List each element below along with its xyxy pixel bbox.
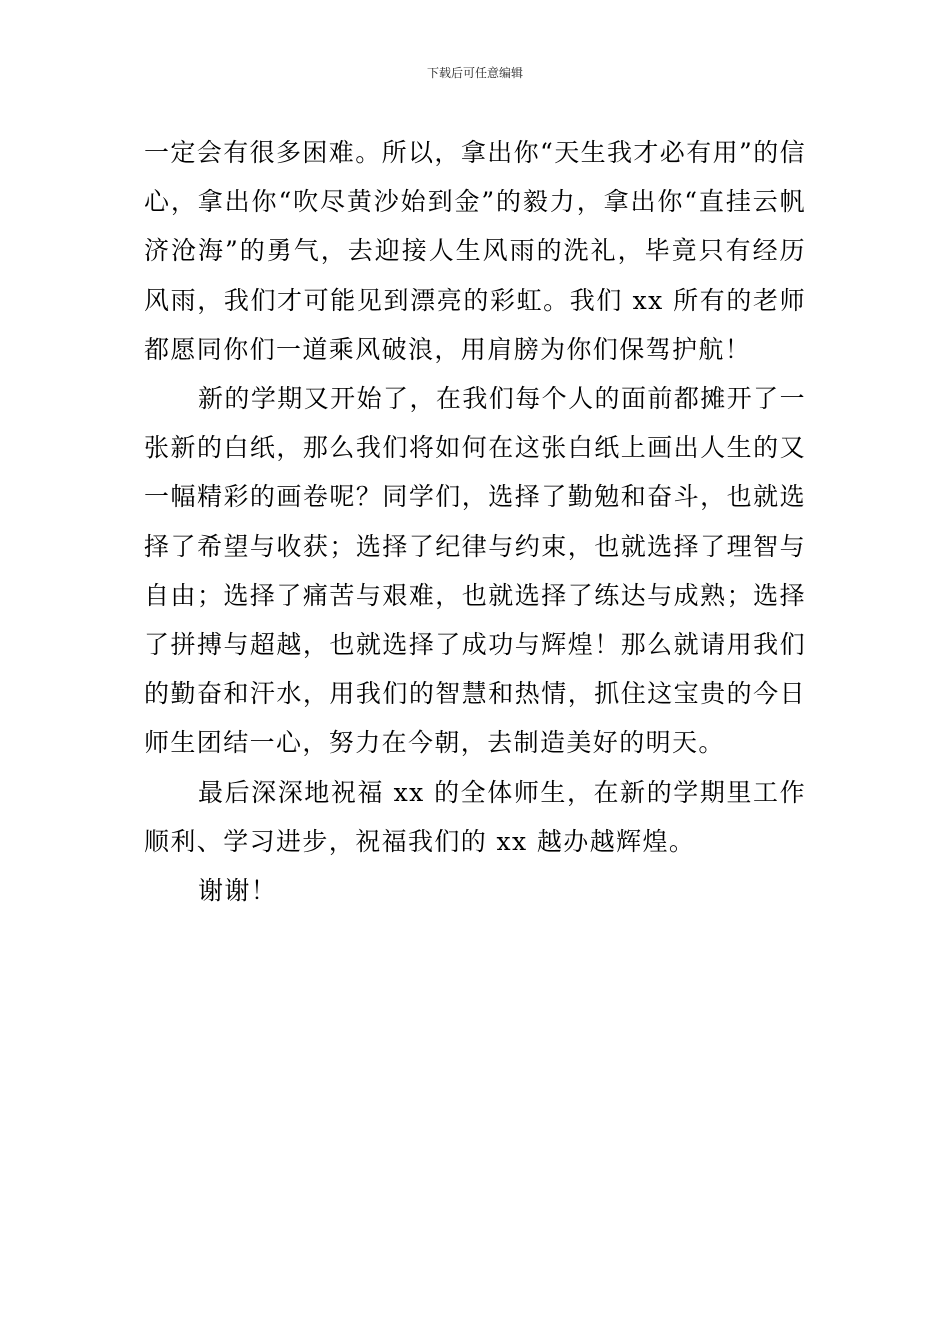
document-body	[144, 128, 806, 915]
paragraph-blessing: 最后深深地祝福 xx 的全体师生，在新的学期里工作顺利、学习进步，祝福我们的 xx 越办越辉煌。	[144, 777, 806, 856]
paragraph-new-semester: 新的学期又开始了，在我们每个人的面前都摊开了一张新的白纸，那么我们将如何在这张白纸上画出人生的又一幅精彩的画卷呢？同学们，选择了勤勉和奋斗，也就选择了希望与收获；选择了纪律与约束，也就选择了理智与自由；选择了痛苦与艰难，也就选择了练达与成熟；选择了拼搏与超越，也就选择了成功与辉煌！那么就请用我们的勤奋和汗水，用我们的智慧和热情，抓住这宝贵的今日师生团结一心，努力在今朝，去制造美好的明天。	[144, 384, 806, 758]
page-header: 下载后可任意编辑	[426, 66, 523, 80]
paragraph-continuation: 一定会有很多困难。所以，拿出你“天生我才必有用”的信心，拿出你“吹尽黄沙始到金”的毅力，拿出你“直挂云帆济沧海”的勇气，去迎接人生风雨的洗礼，毕竟只有经历风雨，我们才可能见到漂亮的彩虹。我们 xx 所有的老师都愿同你们一道乘风破浪，用肩膀为你们保驾护航！	[144, 138, 806, 364]
paragraph-thanks: 谢谢！	[198, 876, 278, 906]
